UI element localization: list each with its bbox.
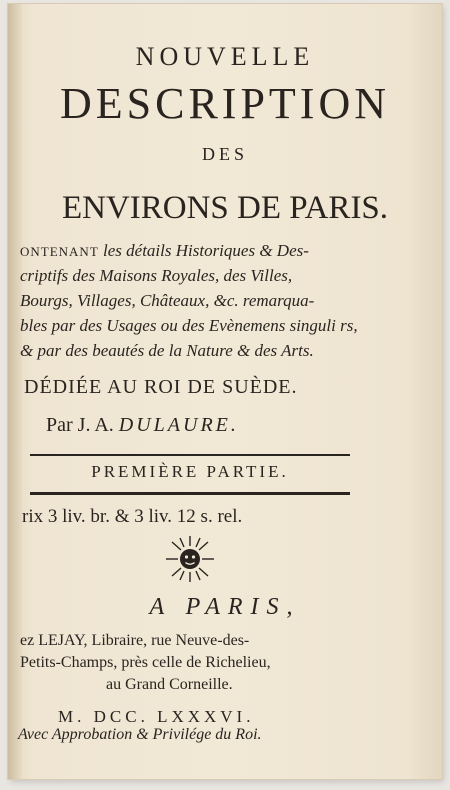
imprint-publisher [20, 630, 271, 696]
description-line-1-text: les détails Historiques & Des- [98, 241, 309, 260]
description-line-1 [20, 238, 436, 264]
description-line-2: criptifs des Maisons Royales, des Villes, [20, 266, 293, 285]
title-line-environs: ENVIRONS DE PARIS. [61, 190, 389, 226]
title-page [8, 4, 442, 779]
sun-face-fleuron-icon [162, 534, 218, 584]
price-line: rix 3 liv. br. & 3 liv. 12 s. rel. [22, 506, 243, 527]
rule-top [30, 454, 350, 456]
part-label: PREMIÈRE PARTIE. [91, 462, 289, 481]
imprint-line-3: au Grand Corneille. [106, 676, 233, 693]
description-line-3: Bourgs, Villages, Châteaux, &c. remarqua- [20, 291, 315, 310]
author-prefix: Par J. A. [46, 414, 119, 436]
imprint-city: A PARIS, [149, 594, 301, 620]
title-line-description: DESCRIPTION [59, 79, 391, 128]
imprint-year: M. DCC. LXXXVI. [58, 707, 255, 726]
author-line [46, 414, 239, 437]
title-line-des: DES [201, 144, 248, 164]
dedication: DÉDIÉE AU ROI DE SUÈDE. [24, 376, 298, 398]
imprint-approval: Avec Approbation & Privilége du Roi. [18, 726, 262, 743]
description-lead: ONTENANT [20, 244, 99, 259]
description-line-5: & par des beautés de la Nature & des Arts. [20, 341, 314, 360]
imprint-line-2: Petits-Champs, près celle de Richelieu, [20, 654, 271, 671]
author-name: DULAURE. [118, 414, 239, 436]
description-line-4: bles par des Usages ou des Evènemens singuli rs, [20, 316, 358, 335]
title-line-nouvelle: NOUVELLE [135, 42, 315, 71]
rule-bottom [30, 492, 350, 495]
imprint-line-1: ez LEJAY, Libraire, rue Neuve-des- [20, 632, 250, 649]
